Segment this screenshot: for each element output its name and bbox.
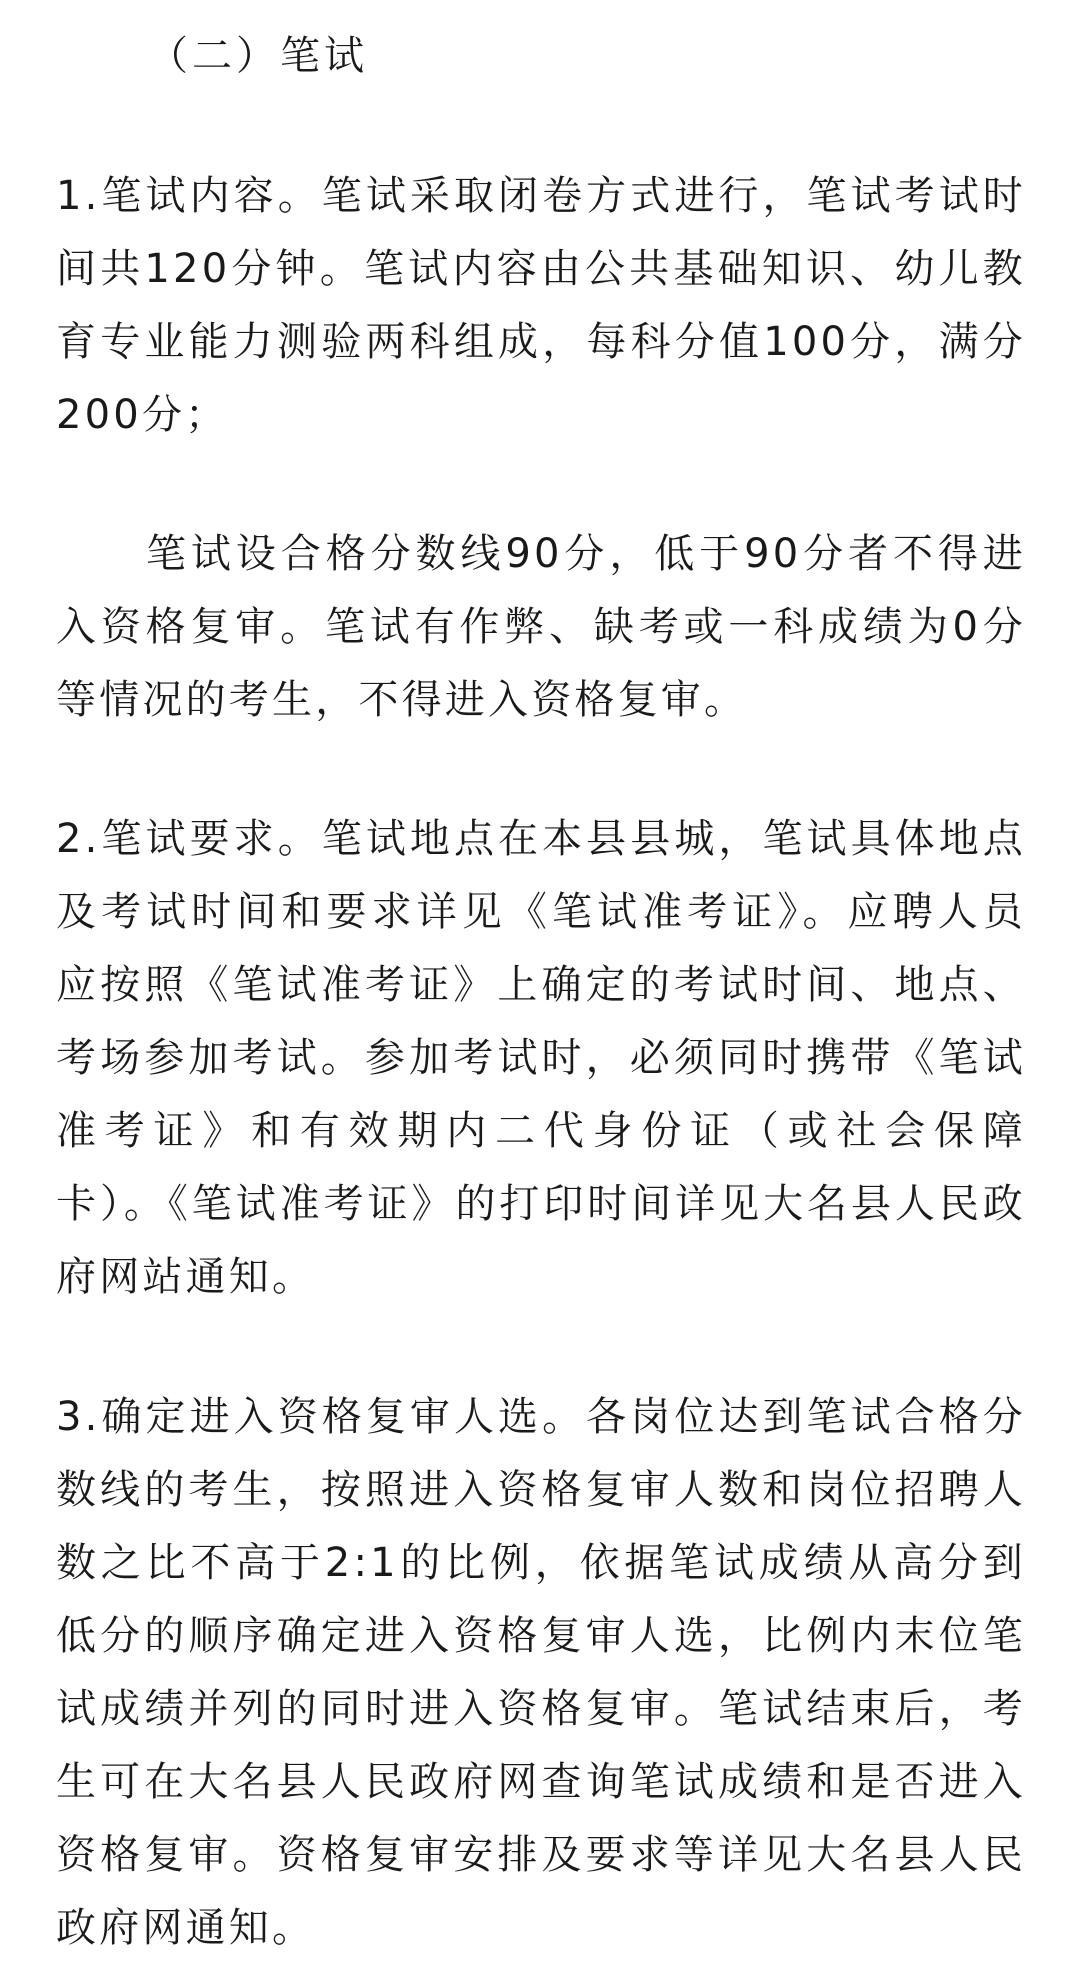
paragraph-passing-score: 笔试设合格分数线90分，低于90分者不得进入资格复审。笔试有作弊、缺考或一科成绩为0分等情况的考生，不得进入资格复审。 — [56, 531, 1026, 723]
paragraph-review-candidates: 3.确定进入资格复审人选。各岗位达到笔试合格分数线的考生，按照进入资格复审人数和岗位招聘人数之比不高于2:1的比例，依据笔试成绩从高分到低分的顺序确定进入资格复审人选，比例内末位笔试成绩并列的同时进入资格复审。笔试结束后，考生可在大名县人民政府网查询笔试成绩和是否进入资格复审。资格复审安排及要求等详见大名县人民政府网通知。 — [56, 1394, 1026, 1951]
paragraph-written-exam-requirements: 2.笔试要求。笔试地点在本县县城，笔试具体地点及考试时间和要求详见《笔试准考证》。应聘人员应按照《笔试准考证》上确定的考试时间、地点、考场参加考试。参加考试时，必须同时携带《笔试准考证》和有效期内二代身份证（或社会保障卡）。《笔试准考证》的打印时间详见大名县人民政府网站通知。 — [56, 816, 1026, 1300]
section-heading: （二）笔试 — [148, 33, 368, 79]
paragraph-written-exam-content: 1.笔试内容。笔试采取闭卷方式进行，笔试考试时间共120分钟。笔试内容由公共基础知识、幼儿教育专业能力测验两科组成，每科分值100分，满分200分； — [56, 173, 1026, 438]
